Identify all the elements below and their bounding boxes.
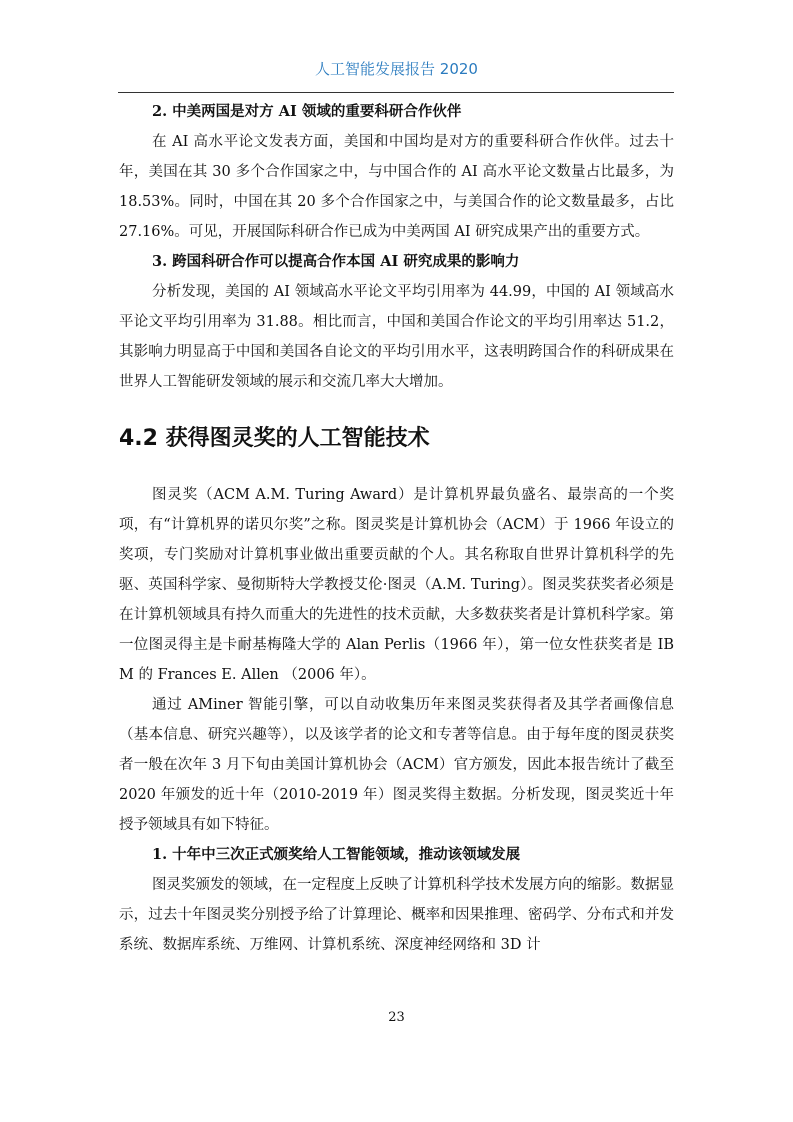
page-content xyxy=(119,97,674,960)
chapter-heading-turing-award: 4.2 获得图灵奖的人工智能技术 xyxy=(119,426,430,451)
section-heading-cross-border-impact: 3. 跨国科研合作可以提高合作本国 AI 研究成果的影响力 xyxy=(152,253,520,270)
page-header-title: 人工智能发展报告 2020 xyxy=(315,60,478,78)
paragraph-aminer-method: 通过 AMiner 智能引擎，可以自动收集历年来图灵奖获得者及其学者画像信息（基本信息、研究兴趣等），以及该学者的论文和专著等信息。由于每年度的图灵获奖者一般在次年 3 月下旬由美国计算机协会（ACM）官方颁发，因此本报告统计了截至 2020 年颁发的近十年（2010-2019 年）图灵奖得主数据。分析发现，图灵奖近十年授予领域具有如下特征。 xyxy=(119,697,674,833)
section-heading-collaboration-partners: 2. 中美两国是对方 AI 领域的重要科研合作伙伴 xyxy=(152,103,462,120)
paragraph-award-fields: 图灵奖颁发的领域，在一定程度上反映了计算机科学技术发展方向的缩影。数据显示，过去十年图灵奖分别授予给了计算理论、概率和因果推理、密码学、分布式和并发系统、数据库系统、万维网、计算机系统、深度神经网络和 3D 计 xyxy=(119,877,674,953)
paragraph-cross-border-impact: 分析发现，美国的 AI 领域高水平论文平均引用率为 44.99，中国的 AI 领域高水平论文平均引用率为 31.88。相比而言，中国和美国合作论文的平均引用率达 51.2，其影响力明显高于中国和美国各自论文的平均引用水平，这表明跨国合作的科研成果在世界人工智能研发领域的展示和交流几率大大增加。 xyxy=(119,284,674,390)
paragraph-collaboration-partners: 在 AI 高水平论文发表方面，美国和中国均是对方的重要科研合作伙伴。过去十年，美国在其 30 多个合作国家之中，与中国合作的 AI 高水平论文数量占比最多，为 18.53%。同时，中国在其 20 多个合作国家之中，与美国合作的论文数量最多，占比 27.16%。可见，开展国际科研合作已成为中美两国 AI 研究成果产出的重要方式。 xyxy=(119,134,674,240)
spacer xyxy=(119,454,674,480)
header-divider xyxy=(118,92,674,93)
subheading-ai-awards: 1. 十年中三次正式颁奖给人工智能领域，推动该领域发展 xyxy=(152,846,521,863)
page-number: 23 xyxy=(388,1010,405,1025)
paragraph-turing-award-intro: 图灵奖（ACM A.M. Turing Award）是计算机界最负盛名、最崇高的一个奖项，有“计算机界的诺贝尔奖”之称。图灵奖是计算机协会（ACM）于 1966 年设立的奖项，专门奖励对计算机事业做出重要贡献的个人。其名称取自世界计算机科学的先驱、英国科学家、曼彻斯特大学教授艾伦·图灵（A.M. Turing）。图灵奖获奖者必须是在计算机领域具有持久而重大的先进性的技术贡献，大多数获奖者是计算机科学家。第一位图灵得主是卡耐基梅隆大学的 Alan Perlis（1966 年），第一位女性获奖者是 IBM 的 Frances E. Allen （2006 年）。 xyxy=(119,487,674,683)
